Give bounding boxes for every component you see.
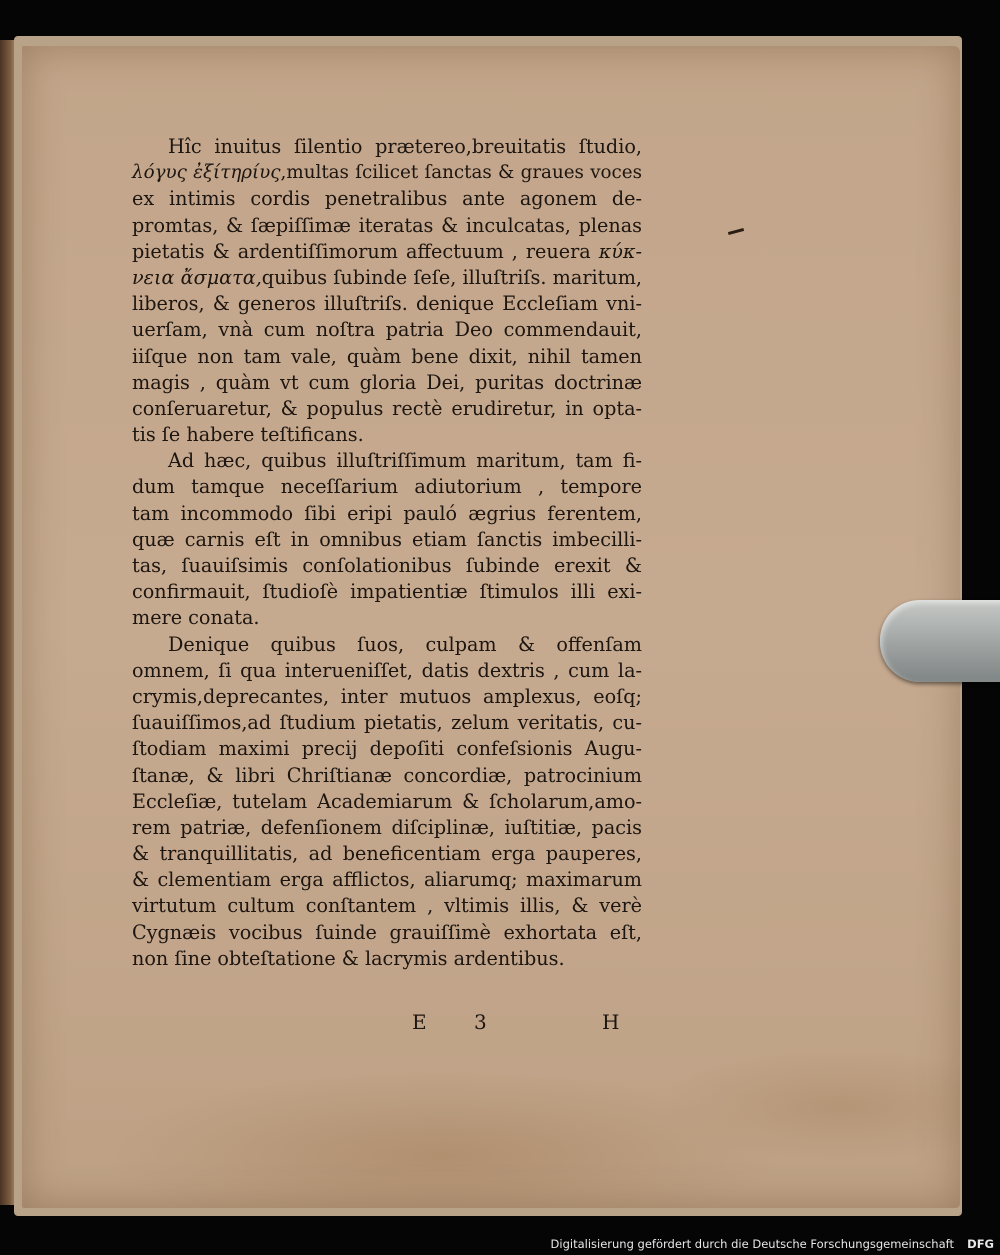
line-text: uerſam, vnà cum noſtra patria Deo commendauit,	[132, 318, 642, 342]
greek-text: κύκ-	[598, 239, 642, 263]
text-line	[132, 893, 642, 919]
text-line	[132, 396, 642, 422]
text-line	[132, 710, 642, 736]
page-number: 3	[474, 1010, 487, 1034]
line-text: ſtodiam maximi precij depoſiti confeſsionis Augu-	[132, 737, 642, 761]
line-text: conſeruaretur, & populus rectè erudiretur, in opta-	[132, 396, 642, 420]
text-line	[132, 422, 642, 448]
line-text: quæ carnis eſt in omnibus etiam ſanctis imbecilli-	[132, 527, 642, 551]
text-line	[132, 789, 642, 815]
line-text: Denique quibus ſuos, culpam & offenſam	[168, 632, 642, 656]
text-line	[132, 265, 642, 291]
line-text: dum tamque neceſſarium adiutorium , tempore	[132, 475, 642, 499]
text-line	[132, 448, 642, 474]
greek-text: λόγυς ἐξίτηρίυς	[132, 162, 281, 184]
text-line	[132, 815, 642, 841]
greek-text: νεια ἄσματα,	[132, 265, 262, 289]
text-line	[132, 920, 642, 946]
line-text: ſtanæ, & libri Chriſtianæ concordiæ, patrocinium	[132, 763, 642, 787]
line-text: non ſine obteſtatione & lacrymis ardentibus.	[132, 946, 565, 970]
line-text: tas, ſuauiſsimis conſolationibus ſubinde erexit &	[132, 554, 642, 577]
line-text: ex intimis cordis penetralibus ante agonem de-	[132, 187, 642, 211]
text-line	[132, 527, 642, 553]
text-line	[132, 763, 642, 789]
line-text: pietatis & ardentiſſimorum affectuum , reuera	[132, 239, 591, 263]
text-line	[132, 658, 642, 684]
text-line	[132, 501, 642, 527]
text-line	[132, 213, 642, 239]
line-text: Cygnæis vocibus ſuinde grauiſſimè exhortata eſt,	[132, 920, 642, 944]
text-line	[132, 186, 642, 212]
text-line	[132, 553, 642, 579]
text-line	[132, 474, 642, 500]
signature-mark: E	[412, 1010, 427, 1034]
footer-credit: Digitalisierung gefördert durch die Deutsche Forschungsgemeinschaft	[550, 1237, 954, 1251]
text-line	[132, 684, 642, 710]
line-text: & tranquillitatis, ad beneficentiam erga pauperes,	[132, 842, 642, 866]
line-text: magis , quàm vt cum gloria Dei, puritas doctrinæ	[132, 370, 642, 394]
text-line	[132, 317, 642, 343]
text-line	[132, 946, 642, 972]
line-text: confirmauit, ſtudioſè impatientiæ ſtimulos illi exi-	[132, 580, 642, 604]
line-text: liberos, & generos illuſtriſs. denique Eccleſiam vni-	[132, 292, 642, 316]
text-line	[132, 134, 642, 160]
ink-mark	[728, 228, 744, 235]
line-text: omnem, ſi qua interueniſſet, datis dextris , cum la-	[132, 658, 642, 682]
body-text	[132, 134, 642, 972]
text-line	[132, 291, 642, 317]
dfg-logo: DFG	[967, 1237, 994, 1251]
line-text: rem patriæ, defenſionem diſciplinæ, iuſtitiæ, pacis	[132, 815, 642, 839]
line-text: quibus ſubinde ſeſe, illuſtriſs. maritum,	[261, 265, 642, 289]
footer-bar	[0, 1233, 1000, 1255]
text-line	[132, 841, 642, 867]
text-line	[132, 160, 642, 186]
line-text: Hîc inuitus ſilentio prætereo,breuitatis ſtudio,	[168, 135, 642, 158]
line-text: tis ſe habere teſtificans.	[132, 423, 364, 447]
text-line	[132, 344, 642, 370]
page-footer	[412, 1010, 652, 1038]
line-text: Ad hæc, quibus illuſtriſſimum maritum, tam fi-	[168, 449, 642, 473]
line-text: iiſque non tam vale, quàm bene dixit, nihil tamen	[132, 344, 642, 368]
text-line	[132, 579, 642, 605]
line-text: ſuauiſſimos,ad ſtudium pietatis, zelum veritatis, cu-	[132, 711, 642, 735]
line-text: mere conata.	[132, 606, 260, 630]
text-line	[132, 239, 642, 265]
line-text: Eccleſiæ, tutelam Academiarum & ſcholarum,amo-	[132, 789, 642, 813]
document-page	[22, 46, 960, 1208]
catchword: H	[602, 1010, 620, 1034]
line-text: virtutum cultum conſtantem , vltimis illis, & verè	[132, 894, 642, 918]
text-line	[132, 736, 642, 762]
line-text: promtas, & ſæpiſſimæ iteratas & inculcatas, plenas	[132, 213, 642, 237]
text-line	[132, 867, 642, 893]
line-text: ,multas ſcilicet ſanctas & graues voces	[280, 162, 642, 184]
text-line	[132, 370, 642, 396]
line-text: crymis,deprecantes, inter mutuos amplexus, eoſq;	[132, 684, 642, 708]
page-clip	[880, 600, 1000, 682]
text-line	[132, 632, 642, 658]
text-line	[132, 605, 642, 631]
line-text: tam incommodo ſibi eripi pauló ægrius ferentem,	[132, 501, 642, 525]
line-text: & clementiam erga afflictos, aliarumq; maximarum	[132, 868, 642, 892]
